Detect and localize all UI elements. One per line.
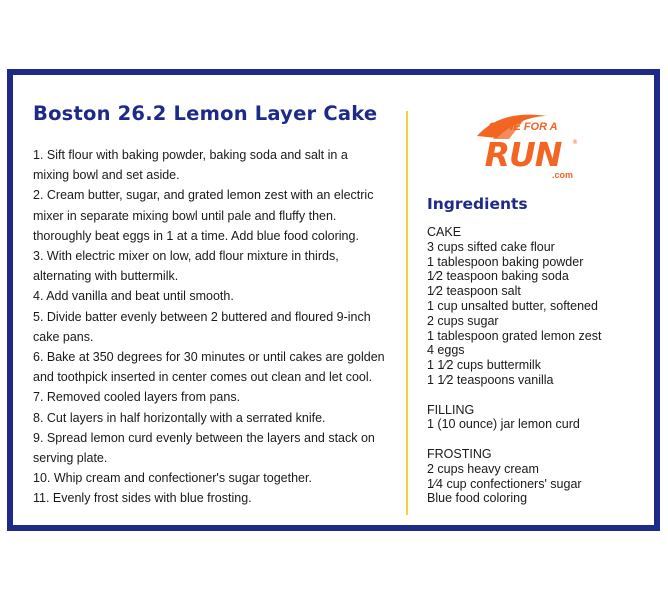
ingredient-item: Blue food coloring [427,491,528,506]
instruction-line: thoroughly beat eggs in 1 at a time. Add blue food coloring. [33,228,359,243]
gone-for-a-run-logo [475,108,585,183]
filling-section-label: FILLING [427,402,475,417]
ingredient-item: 2 cups sugar [427,313,499,328]
instruction-line: 11. Evenly frost sides with blue frosting. [33,491,252,506]
instructions [33,145,388,509]
instruction-line: 10. Whip cream and confectioner's sugar together. [33,471,312,486]
logo-text-top: GONE FOR A [488,121,558,133]
ingredient-item: 3 cups sifted cake flour [427,239,555,254]
ingredient-item: 2 cups heavy cream [427,461,539,476]
instruction-line: 9. Spread lemon curd evenly between the layers and stack on [33,430,375,445]
column-divider [406,111,408,515]
recipe-card [7,69,660,531]
logo-registered: ® [572,139,578,146]
cake-section-label: CAKE [427,225,462,239]
instruction-line: 3. With electric mixer on low, add flour mixture in thirds, [33,249,339,264]
instruction-line: alternating with buttermilk. [33,269,179,284]
instruction-line: 7. Removed cooled layers from pans. [33,390,241,405]
instruction-line: serving plate. [33,451,108,466]
ingredients-heading: Ingredients [427,195,528,213]
instruction-line: 2. Cream butter, sugar, and grated lemon zest with an electric [33,188,374,203]
cake-ingredients [427,240,647,388]
ingredient-item: 1⁄4 cup confectioners' sugar [427,476,582,491]
ingredient-item: 1 1⁄2 teaspoons vanilla [427,372,554,387]
filling-ingredients [427,417,647,432]
ingredient-item: 4 eggs [427,343,465,358]
recipe-title: Boston 26.2 Lemon Layer Cake [33,102,378,125]
ingredient-item: 1⁄2 teaspoon baking soda [427,269,569,284]
instruction-line: 8. Cut layers in half horizontally with a serrated knife. [33,410,326,425]
instruction-line: 5. Divide batter evenly between 2 buttered and floured 9-inch [33,309,371,324]
instruction-line: 6. Bake at 350 degrees for 30 minutes or until cakes are golden [33,350,385,365]
instruction-line: mixer in separate mixing bowl until pale and fluffy then. [33,208,337,223]
frosting-ingredients [427,462,647,506]
logo-text-run: RUN [484,135,562,174]
ingredients-list [427,225,647,506]
ingredient-item: 1 (10 ounce) jar lemon curd [427,417,580,432]
ingredient-item: 1⁄2 teaspoon salt [427,284,521,299]
instruction-line: 1. Sift flour with baking powder, baking soda and salt in a [33,148,348,162]
ingredient-item: 1 tablespoon baking powder [427,254,584,269]
instruction-line: and toothpick inserted in center comes out clean and let cool. [33,370,373,385]
frosting-section-label: FROSTING [427,446,492,461]
logo-text-com: .com [551,170,573,180]
ingredient-item: 1 tablespoon grated lemon zest [427,328,602,343]
instruction-line: mixing bowl and set aside. [33,168,180,183]
ingredient-item: 1 1⁄2 cups buttermilk [427,358,541,373]
instruction-line: cake pans. [33,329,94,344]
instruction-line: 4. Add vanilla and beat until smooth. [33,289,234,304]
ingredient-item: 1 cup unsalted butter, softened [427,298,598,313]
